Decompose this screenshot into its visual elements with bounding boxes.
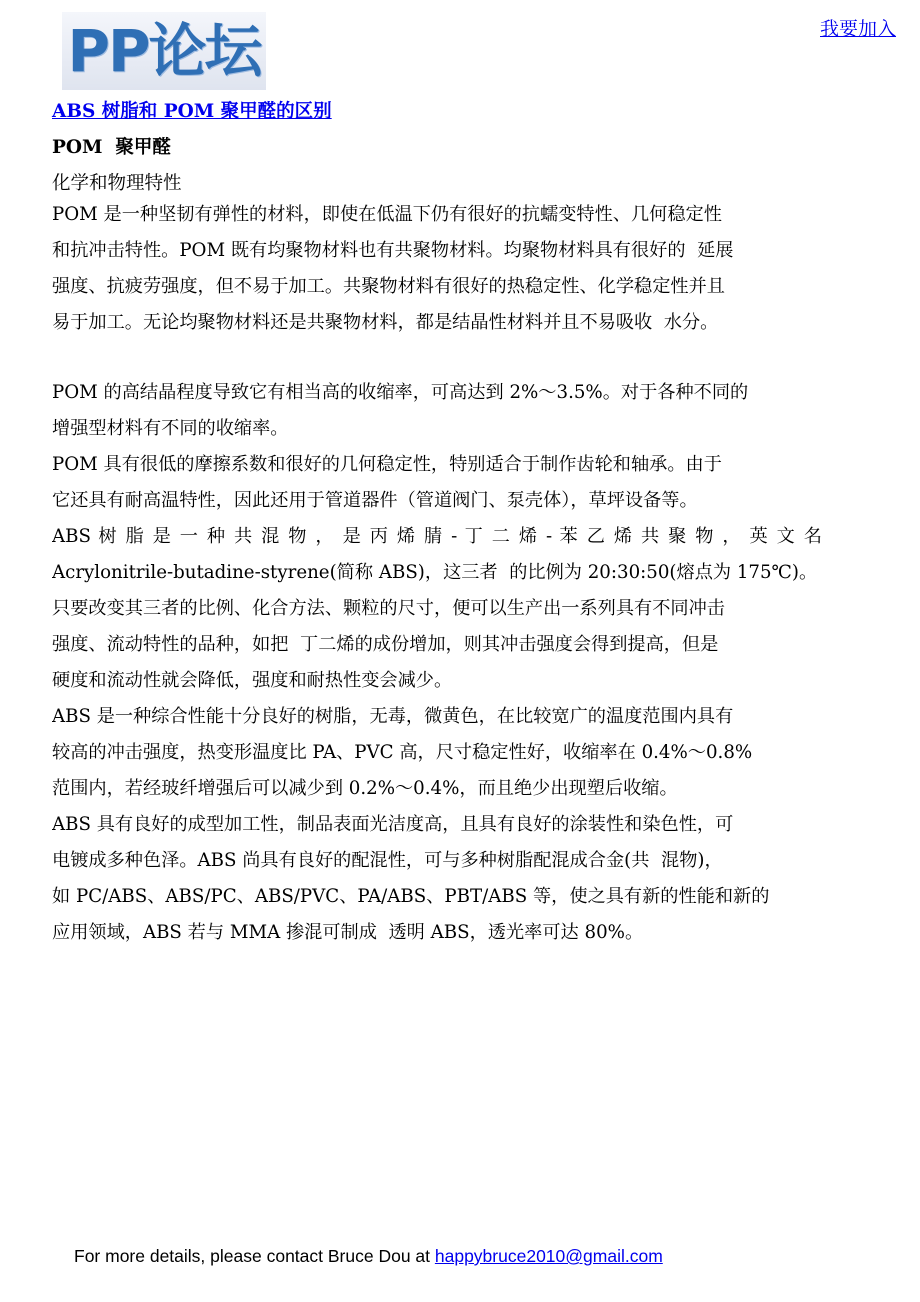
text-line: ABS 具有良好的成型加工性，制品表面光洁度高，且具有良好的涂装性和染色性，可: [52, 814, 734, 835]
text-line: 增强型材料有不同的收缩率。: [52, 418, 289, 439]
text-line: ABS 是一种综合性能十分良好的树脂，无毒，微黄色，在比较宽广的温度范围内具有: [52, 706, 734, 727]
footer-text: For more details, please contact Bruce Dou at: [74, 1246, 435, 1266]
text-line: Acrylonitrile-butadine-styrene(简称 ABS)，这三者 的比例为 20:30:50(熔点为 175℃)。: [52, 562, 818, 583]
text-line: 应用领域，ABS 若与 MMA 掺混可制成 透明 ABS，透光率可达 80%。: [52, 922, 644, 943]
text-line: 强度、流动特性的品种，如把 丁二烯的成份增加，则其冲击强度会得到提高，但是: [52, 634, 719, 655]
text-line: 硬度和流动性就会降低，强度和耐热性变会减少。: [52, 670, 453, 691]
text-line: 较高的冲击强度，热变形温度比 PA、PVC 高，尺寸稳定性好，收缩率在 0.4%～0.8%: [52, 742, 753, 763]
text-line: POM 是一种坚韧有弹性的材料，即使在低温下仍有很好的抗蠕变特性、几何稳定性: [52, 204, 722, 225]
paragraph-properties: [52, 197, 822, 341]
text-line: ABS 树 脂 是 一 种 共 混 物 ， 是 丙 烯 腈 - 丁 二 烯 - 苯 乙 烯 共 聚 物 ， 英 文 名: [52, 526, 822, 547]
text-line: 易于加工。无论均聚物材料还是共聚物材料，都是结晶性材料并且不易吸收 水分。: [52, 312, 719, 333]
text-line: 和抗冲击特性。POM 既有均聚物材料也有共聚物材料。均聚物材料具有很好的 延展: [52, 240, 734, 261]
text-line: 强度、抗疲劳强度，但不易于加工。共聚物材料有很好的热稳定性、化学稳定性并且: [52, 276, 725, 297]
section-heading: POM 聚甲醛: [52, 137, 171, 158]
text-line: 范围内，若经玻纤增强后可以减少到 0.2%～0.4%，而且绝少出现塑后收缩。: [52, 778, 678, 799]
footer-contact: [74, 1246, 663, 1267]
logo-text: PP论坛: [67, 17, 261, 85]
text-line: 电镀成多种色泽。ABS 尚具有良好的配混性，可与多种树脂配混成合金(共 混物)，: [52, 850, 723, 871]
subheading: 化学和物理特性: [52, 173, 182, 194]
text-line: 它还具有耐高温特性，因此还用于管道器件（管道阀门、泵壳体），草坪设备等。: [52, 490, 698, 511]
join-link[interactable]: 我要加入: [820, 18, 897, 40]
text-line: POM 的高结晶程度导致它有相当高的收缩率，可高达到 2%～3.5%。对于各种不同的: [52, 382, 749, 403]
text-line: POM 具有很低的摩擦系数和很好的几何稳定性，特别适合于制作齿轮和轴承。由于: [52, 454, 722, 475]
text-line: 如 PC/ABS、ABS/PC、ABS/PVC、PA/ABS、PBT/ABS 等，使之具有新的性能和新的: [52, 886, 770, 907]
text-line: 只要改变其三者的比例、化合方法、颗粒的尺寸，便可以生产出一系列具有不同冲击: [52, 598, 725, 619]
contact-email-link[interactable]: happybruce2010@gmail.com: [434, 1246, 663, 1266]
article-title-link[interactable]: ABS 树脂和 POM 聚甲醛的区别: [52, 101, 332, 122]
pp-forum-logo: [62, 12, 266, 90]
paragraph-shrinkage-abs: [52, 375, 822, 951]
